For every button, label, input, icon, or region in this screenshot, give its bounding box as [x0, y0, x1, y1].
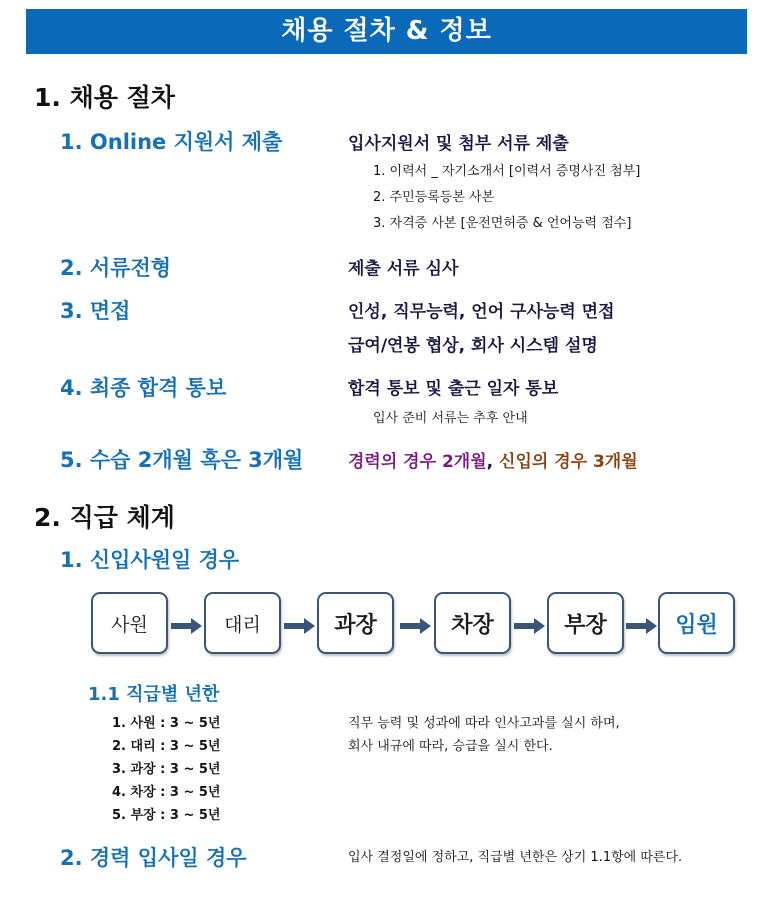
experienced-probation: 경력의 경우 2개월 — [348, 452, 487, 472]
arrow-right-icon — [284, 618, 316, 634]
rank-box-executive: 임원 — [658, 592, 735, 654]
tenure-item: 4. 차장 : 3 ~ 5년 — [112, 785, 221, 800]
step-1-subitem: 1. 이력서 _ 자기소개서 [이력서 증명사진 첨부] — [373, 164, 641, 179]
newcomer-probation: 신입의 경우 3개월 — [499, 452, 638, 472]
rank-box-staff: 사원 — [91, 592, 168, 654]
page-title: 채용 절차 & 정보 — [281, 16, 492, 46]
tenure-item: 5. 부장 : 3 ~ 5년 — [112, 808, 221, 823]
step-4-desc: 합격 통보 및 출근 일자 통보 — [348, 379, 559, 399]
tenure-item: 3. 과장 : 3 ~ 5년 — [112, 762, 221, 777]
desc-separator: , — [486, 452, 500, 472]
rank-box-manager: 과장 — [317, 592, 394, 654]
step-5-label: 5. 수습 2개월 혹은 3개월 — [60, 448, 304, 472]
step-1-desc: 입사지원서 및 첨부 서류 제출 — [348, 134, 569, 154]
experienced-desc: 입사 결정일에 정하고, 직급별 년한은 상기 1.1항에 따른다. — [348, 850, 683, 865]
step-5-desc — [348, 447, 638, 472]
arrow-right-icon — [400, 618, 432, 634]
step-4-note: 입사 준비 서류는 추후 안내 — [373, 411, 528, 426]
experienced-label: 2. 경력 입사일 경우 — [60, 846, 247, 870]
step-3-desc-2: 급여/연봉 협상, 회사 시스템 설명 — [348, 336, 598, 356]
step-2-label: 2. 서류전형 — [60, 256, 172, 280]
arrow-right-icon — [514, 618, 546, 634]
rank-box-deputy-general-manager: 차장 — [434, 592, 511, 654]
arrow-right-icon — [626, 618, 658, 634]
step-3-label: 3. 면접 — [60, 299, 131, 323]
tenure-desc: 회사 내규에 따라, 승급을 실시 한다. — [348, 739, 553, 754]
rank-box-general-manager: 부장 — [547, 592, 624, 654]
step-3-desc: 인성, 직무능력, 언어 구사능력 면접 — [348, 302, 615, 322]
newcomer-label: 1. 신입사원일 경우 — [60, 548, 240, 572]
section-heading-recruitment-process: 1. 채용 절차 — [34, 83, 175, 112]
step-4-label: 4. 최종 합격 통보 — [60, 376, 227, 400]
arrow-right-icon — [171, 618, 203, 634]
step-1-subitem: 2. 주민등록등본 사본 — [373, 190, 495, 205]
tenure-item: 2. 대리 : 3 ~ 5년 — [112, 739, 221, 754]
title-banner — [26, 9, 747, 54]
section-heading-rank-system: 2. 직급 체계 — [34, 503, 175, 532]
step-1-label: 1. Online 지원서 제출 — [60, 130, 283, 154]
tenure-item: 1. 사원 : 3 ~ 5년 — [112, 716, 221, 731]
tenure-desc: 직무 능력 및 성과에 따라 인사고과를 실시 하며, — [348, 716, 620, 731]
step-2-desc: 제출 서류 심사 — [348, 259, 459, 279]
tenure-label: 1.1 직급별 년한 — [88, 684, 220, 705]
step-1-subitem: 3. 자격증 사본 [운전면허증 & 언어능력 점수] — [373, 216, 632, 231]
rank-box-assistant-manager: 대리 — [204, 592, 281, 654]
